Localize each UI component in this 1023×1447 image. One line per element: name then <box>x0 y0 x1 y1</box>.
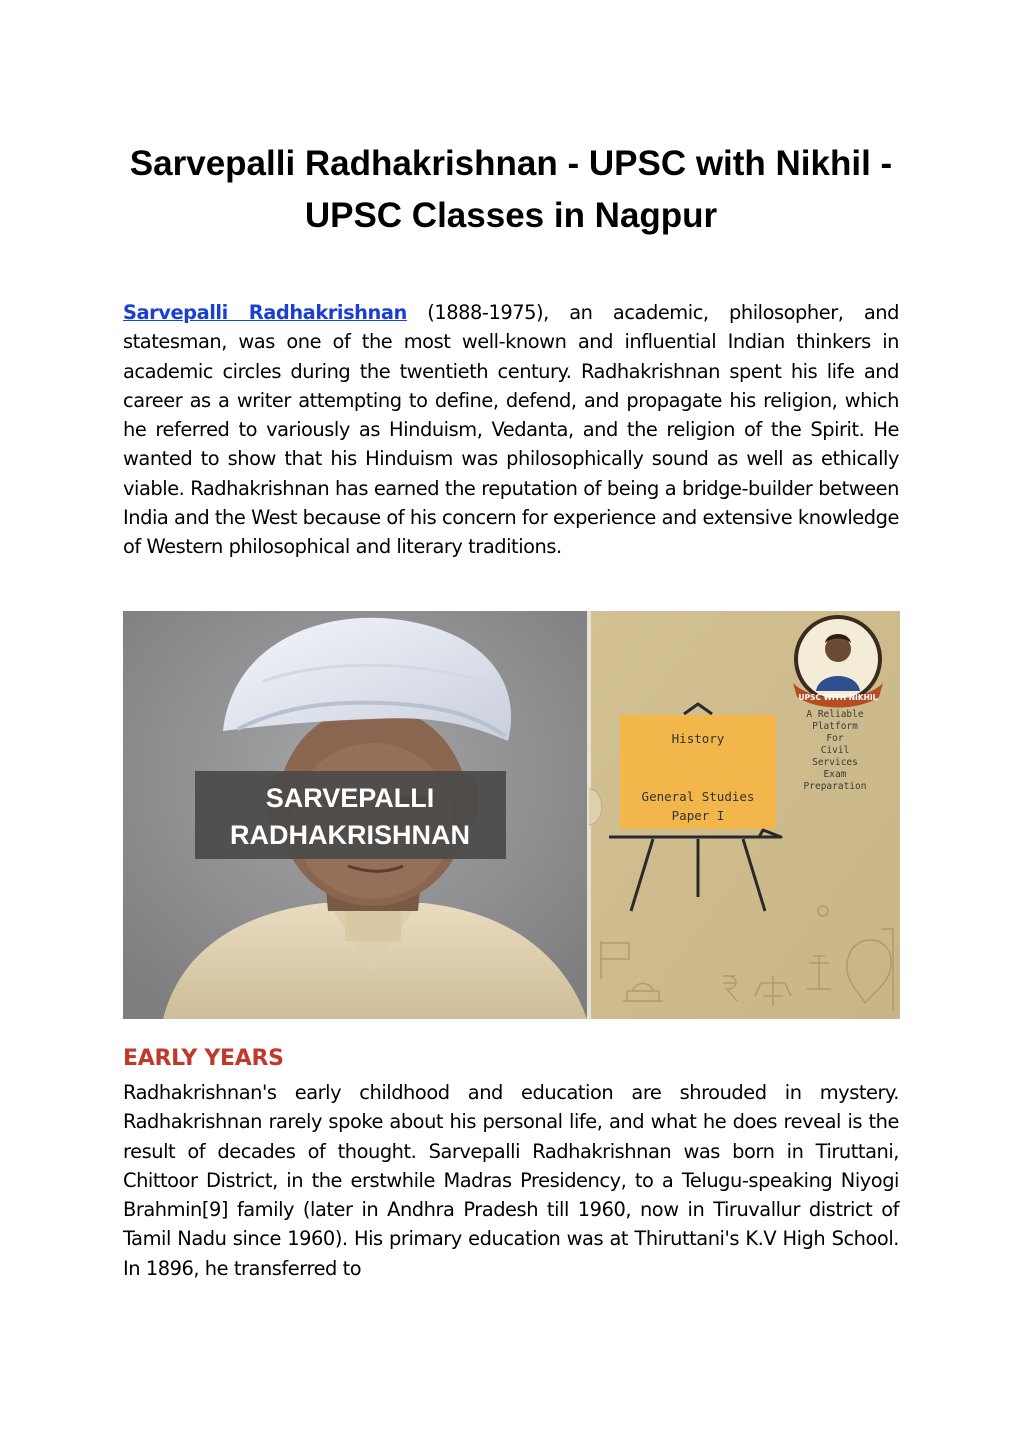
banner-image <box>123 611 900 1019</box>
logo-text: UPSC WITH NIKHIL <box>798 693 878 702</box>
portrait-name-line2: RADHAKRISHNAN <box>230 820 470 850</box>
svg-text:Preparation: Preparation <box>803 781 867 792</box>
promo-panel <box>589 611 900 1019</box>
svg-text:Services: Services <box>812 757 858 768</box>
page-title: Sarvepalli Radhakrishnan - UPSC with Nikhil - UPSC Classes in Nagpur <box>129 144 893 235</box>
svg-text:Platform: Platform <box>812 721 858 732</box>
early-years-heading: EARLY YEARS <box>123 1046 284 1071</box>
intro-text: (1888-1975), an academic, philosopher, and statesman, was one of the most well-known and influential Indian thinkers in academic circles during the twentieth century. Radhakrishnan spent his life and career as a writer attempting to define, defend, and propagate his religion, which he referred to variously as Hinduism, Vedanta, and the religion of the Spirit. He wanted to show that his Hinduism was philosophically sound as well as ethically viable. Radhakrishnan has earned the reputation of being a bridge-builder between India and the West because of his concern for experience and extensive knowledge of Western philosophical and literary traditions. <box>123 301 899 559</box>
svg-text:Civil: Civil <box>820 745 850 756</box>
board-line1: General Studies <box>641 789 755 804</box>
board-line2: Paper I <box>671 808 725 823</box>
upsc-with-nikhil-logo <box>793 617 883 708</box>
svg-text:For: For <box>826 733 844 744</box>
portrait-photo <box>123 611 587 1019</box>
board-subject: History <box>671 731 725 746</box>
early-years-paragraph: Radhakrishnan's early childhood and education are shrouded in mystery. Radhakrishnan rarely spoke about his personal life, and what he does reveal is the result of decades of thought. Sarvepalli Radhakrishnan was born in Tiruttani, Chittoor District, in the erstwhile Madras Presidency, to a Telugu-speaking Niyogi Brahmin[9] family (later in Andhra Pradesh till 1960, now in Tiruvallur district of Tamil Nadu since 1960). His primary education was at Thiruttani's K.V High School. In 1896, he transferred to <box>123 1081 899 1280</box>
intro-paragraph <box>123 298 899 562</box>
svg-text:Exam: Exam <box>823 769 847 780</box>
svg-text:A Reliable: A Reliable <box>806 709 864 720</box>
radhakrishnan-link[interactable]: Sarvepalli Radhakrishnan <box>123 301 407 324</box>
portrait-name-line1: SARVEPALLI <box>265 783 435 813</box>
